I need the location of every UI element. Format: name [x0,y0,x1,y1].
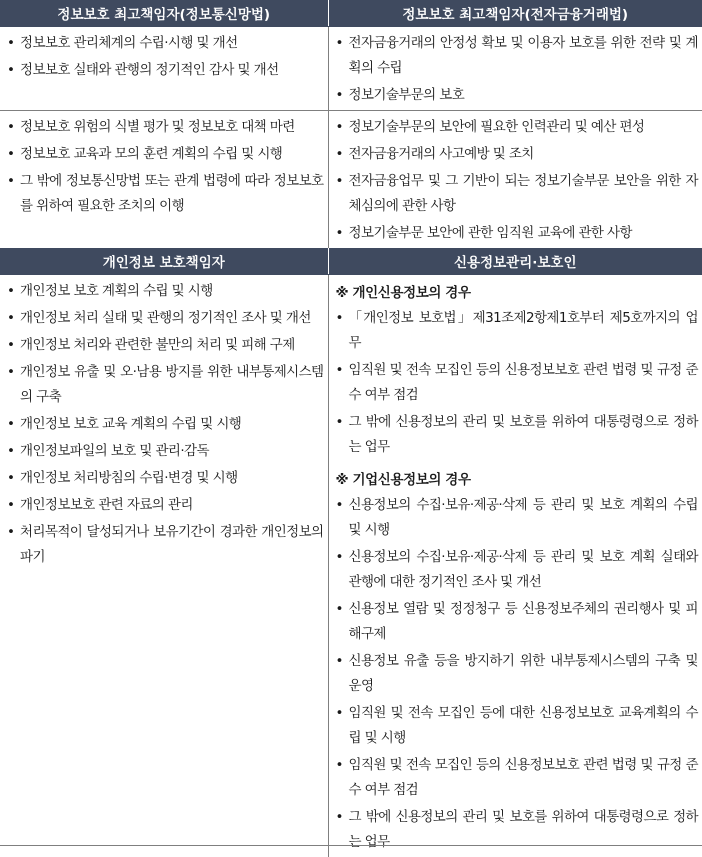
list-item: • 개인정보파일의 보호 및 관리·감독 [4,439,324,464]
list-item: • 개인정보 보호 계획의 수립 및 시행 [4,279,324,304]
ciso-eft-cell-a [328,27,702,111]
list-item: • 처리목적이 달성되거나 보유기간이 경과한 개인정보의 파기 [4,520,324,570]
header-cpo: 개인정보 보호책임자 [0,248,328,275]
list-item: • 개인정보 보호 교육 계획의 수립 및 시행 [4,412,324,437]
list-item: • 정보보호 위험의 식별 평가 및 정보보호 대책 마련 [4,115,324,140]
list-item: • 신용정보 유출 등을 방지하기 위한 내부통제시스템의 구축 및 운영 [333,649,699,699]
list-item: • 그 밖에 신용정보의 관리 및 보호를 위하여 대통령령으로 정하는 업무 [333,805,699,855]
list-item: • 그 밖에 정보통신망법 또는 관계 법령에 따라 정보보호를 위하여 필요한 조치의 이행 [4,169,324,219]
list-item: • 신용정보의 수집·보유·제공·삭제 등 관리 및 보호 계획의 수립 및 시행 [333,493,699,543]
list-item: • 정보기술부문의 보안에 필요한 인력관리 및 예산 편성 [333,115,699,140]
list-item: • 개인정보보호 관련 자료의 관리 [4,493,324,518]
list-item: • 정보보호 교육과 모의 훈련 계획의 수립 및 시행 [4,142,324,167]
ciso-eft-list-a [333,31,699,108]
list-item: • 전자금융거래의 안정성 확보 및 이용자 보호를 위한 전략 및 계획의 수립 [333,31,699,81]
personal-credit-subheading: ※ 개인신용정보의 경우 [333,281,699,306]
list-item: • 임직원 및 전속 모집인 등의 신용정보보호 관련 법령 및 규정 준수 여부 점검 [333,753,699,803]
list-item: • 개인정보 처리방침의 수립·변경 및 시행 [4,466,324,491]
header-ciso-ict: 정보보호 최고책임자(정보통신망법) [0,0,328,27]
cpo-cell [0,275,328,857]
list-item: • 정보보호 관리체계의 수립·시행 및 개선 [4,31,324,56]
ciso-eft-list-b [333,115,699,246]
list-item: • 정보보호 실태와 관행의 정기적인 감사 및 개선 [4,58,324,83]
list-item: • 임직원 및 전속 모집인 등에 대한 신용정보보호 교육계획의 수립 및 시행 [333,701,699,751]
list-item: • 「개인정보 보호법」제31조제2항제1호부터 제5호까지의 업무 [333,306,699,356]
credit-cell [328,275,702,857]
list-item: • 개인정보 유출 및 오·남용 방지를 위한 내부통제시스템의 구축 [4,360,324,410]
corporate-credit-list [333,493,699,855]
list-item: • 임직원 및 전속 모집인 등의 신용정보보호 관련 법령 및 규정 준수 여부 점검 [333,358,699,408]
header-credit: 신용정보관리·보호인 [328,248,702,275]
ciso-ict-list-b [4,115,324,219]
list-item: • 전자금융업무 및 그 기반이 되는 정보기술부문 보안을 위한 자체심의에 관한 사항 [333,169,699,219]
cpo-list [4,279,324,570]
personal-credit-list [333,306,699,460]
list-item: • 정보기술부문 보안에 관한 임직원 교육에 관한 사항 [333,221,699,246]
list-item: • 신용정보의 수집·보유·제공·삭제 등 관리 및 보호 계획 실태와 관행에 대한 정기적인 조사 및 개선 [333,545,699,595]
list-item: • 정보기술부문의 보호 [333,83,699,108]
list-item: • 전자금융거래의 사고예방 및 조치 [333,142,699,167]
ciso-ict-list-a [4,31,324,83]
header-ciso-eft: 정보보호 최고책임자(전자금융거래법) [328,0,702,27]
ciso-eft-cell-b [328,111,702,249]
table-bottom-border [0,845,702,846]
ciso-ict-cell-a [0,27,328,111]
list-item: • 신용정보 열람 및 정정청구 등 신용정보주체의 권리행사 및 피해구제 [333,597,699,647]
ciso-ict-cell-b [0,111,328,249]
list-item: • 그 밖에 신용정보의 관리 및 보호를 위하여 대통령령으로 정하는 업무 [333,410,699,460]
list-item: • 개인정보 처리 실태 및 관행의 정기적인 조사 및 개선 [4,306,324,331]
list-item: • 개인정보 처리와 관련한 불만의 처리 및 피해 구제 [4,333,324,358]
corporate-credit-subheading: ※ 기업신용정보의 경우 [333,468,699,493]
